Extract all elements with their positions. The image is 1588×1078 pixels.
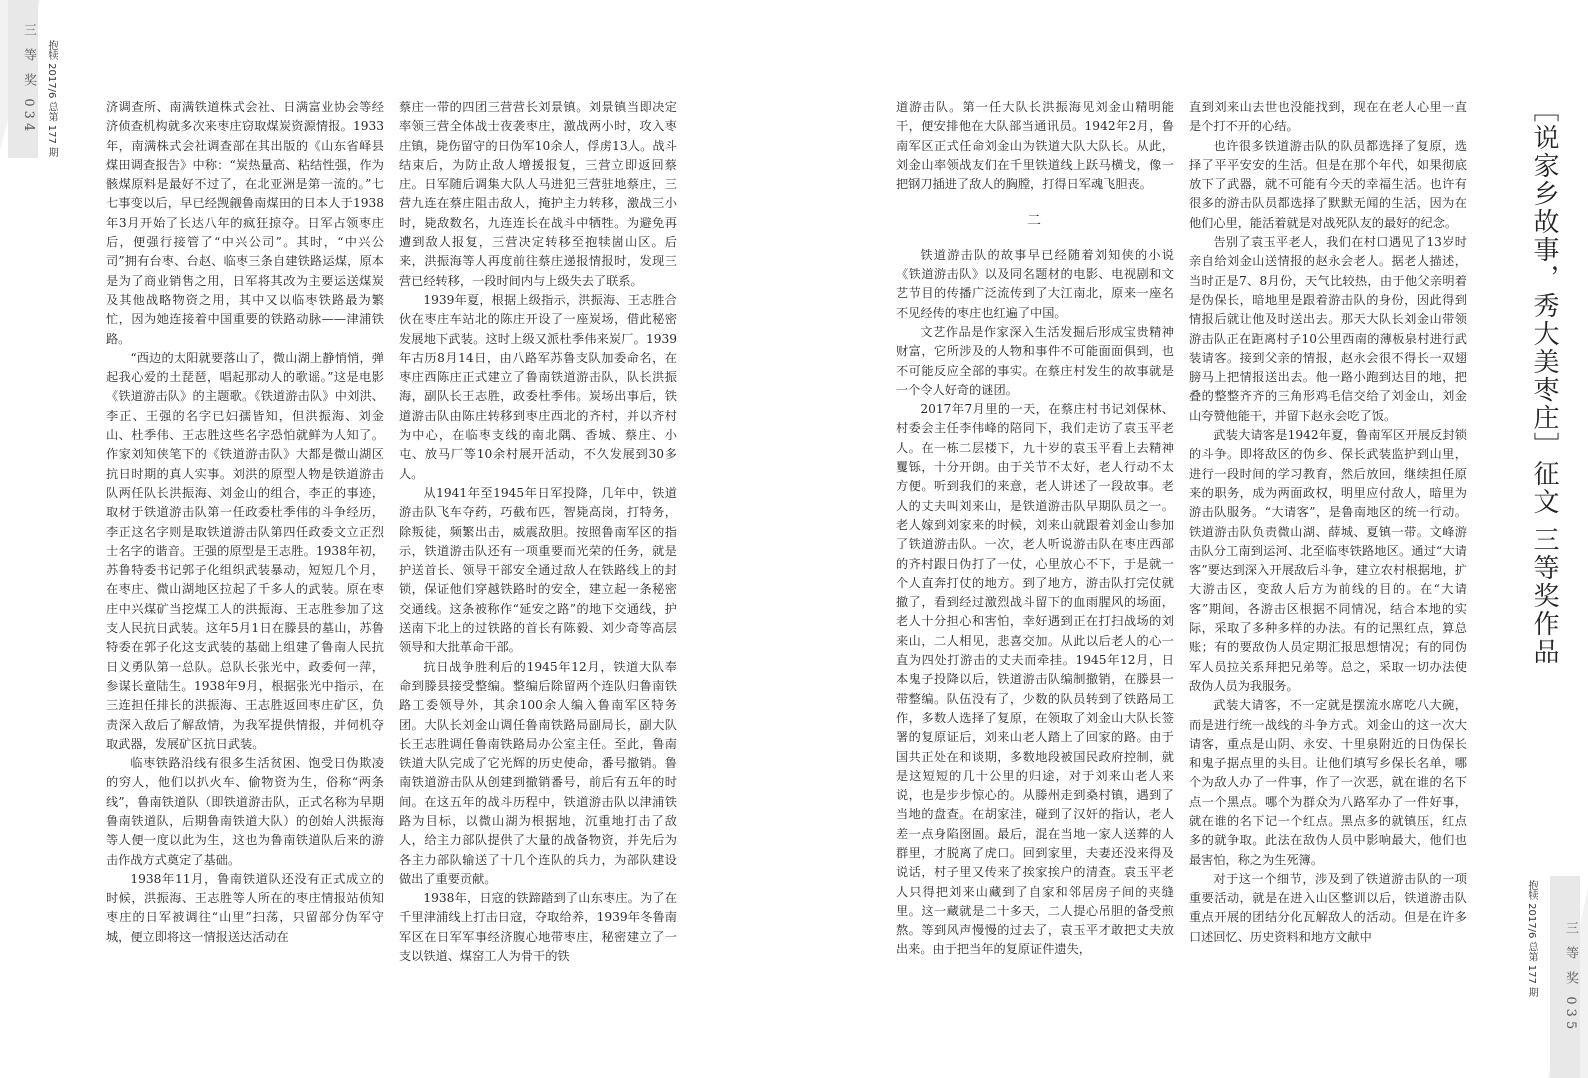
paragraph: 济调查所、南满铁道株式会社、日满富业协会等经济侦查机构就多次来枣庄窃取煤炭资源情报。1933年，南满株式会社调查部在其出版的《山东省峄县煤田调查报告》中称：“炭热量高、粘结性强，作为骸煤原料是最好不过了，在北亚洲是第一流的。”七七事变以后，早已经觊觎鲁南煤田的日本人于1938年3月开始了长达八年的疯狂掠夺。日军占领枣庄后，便强行接管了“中兴公司”。其时，“中兴公司”拥有台枣、台赵、临枣三条自建铁路运煤，原本是为了商业销售之用，日军将其改为主要运送煤炭及其他战略物资之用，其中又以临枣铁路最为繁忙，因为她连接着中国重要的铁路动脉——津浦铁路。: [106, 100, 384, 346]
paragraph: 1939年夏，根据上级指示，洪振海、王志胜合伙在枣庄车站北的陈庄开设了一座炭场，借此秘密发展地下武装。这时上级又派杜季伟来炭厂。1939年古历8月14日，由八路军苏鲁支队加委命名，在枣庄西陈庄正式建立了鲁南铁道游击队，队长洪振海，副队长王志胜，政委杜季伟。炭场出事后，铁道游击队由陈庄转移到枣庄西北的齐村，并以齐村为中心，在临枣支线的南北隅、香城、蔡庄、小屯、放马厂等10余村展开活动，不久发展到30多人。: [399, 292, 677, 481]
paragraph: 临枣铁路沿线有很多生活贫困、饱受日伪欺凌的穷人，他们以扒火车、偷物资为生，俗称“两条线”，鲁南铁道队（即铁道游击队，正式名称为早期鲁南铁道队，后期鲁南铁道大队）的创始人洪振海等人便一度以此为生，这也为鲁南铁道队后来的游击作战方式奠定了基础。: [106, 756, 384, 867]
paragraph: 武装大请客，不一定就是摆流水席吃八大碗，而是进行统一战线的斗争方式。刘金山的这一次大请客，重点是山阴、永安、十里泉附近的日伪保长和鬼子据点里的头目。让他们填写乡保长名单，哪个为敌人办了一件事，作了一次恶，就在谁的名下点一个黑点。哪个为群众为八路军办了一件好事，就在谁的名下记一个红点。黑点多的就镇压，红点多的就争取。此法在敌伪人员中影响最大，他们也最害怕，称之为生死簿。: [1189, 698, 1467, 867]
paragraph: 文艺作品是作家深入生活发掘后形成宝贵精神财富，它所涉及的人物和事件不可能面面俱到，也不可能反应全部的事实。在蔡庄村发生的故事就是一个令人好奇的谜团。: [896, 324, 1174, 397]
paragraph: 铁道游击队的故事早已经随着刘知侠的小说《铁道游击队》以及同名题材的电影、电视剧和文艺节目的传播广泛流传到了大江南北，原来一座名不见经传的枣庄也红遍了中国。: [896, 247, 1174, 320]
issue-info: 抱犊 2017/6 总第 177 期: [1526, 880, 1537, 997]
corner-page-tab: 三 等 奖 034: [8, 0, 38, 158]
text-column: [896, 98, 1174, 1058]
paragraph: 2017年7月里的一天，在蔡庄村书记刘保林、村委会主任李伟峰的陪同下，我们走访了袁玉平老人。在一栋二层楼下，九十岁的袁玉平看上去精神矍铄，十分开朗。由于关节不太好，老人行动不太方便。听到我们的来意，老人讲述了一段故事。老人的丈夫叫刘来山，是铁道游击队早期队员之一。老人嫁到刘家来的时候，刘来山就跟着刘金山参加了铁道游击队。一次，老人听说游击队在枣庄西部的齐村跟日伪打了一仗，心里放心不下，于是就一个人直奔打仗的地方。到了地方，游击队打完仗就撤了，看到经过激烈战斗留下的血雨腥风的场面，老人十分担心和害怕，幸好遇到正在打扫战场的刘来山，二人相见，悲喜交加。从此以后老人的心一直为四处打游击的丈夫而牵挂。1945年12月，日本鬼子投降以后，铁道游击队编制撤销，在滕县一带整编。队伍没有了，少数的队员转到了铁路局工作，多数人选择了复原，在领取了刘金山大队长签署的复原证后，刘来山老人踏上了回家的路。由于国共正处在和谈期，多数地段被国民政府控制，就是这短短的几十公里的归途，对于刘来山老人来说，也是步步惊心的。从滕州走到桑村镇，遇到了当地的盘查。在胡家洼，碰到了汉奸的指认，老人差一点身陷囹圄。最后，混在当地一家人送葬的人群里，才脱离了虎口。回到家里，夫妻还没来得及说话，村子里又传来了挨家挨户的清查。袁玉平老人只得把刘来山藏到了自家和邻居房子间的夹缝里。这一藏就是二十多天，二人提心吊胆的备受煎熬。等到风声慢慢的过去了，袁玉平才敢把丈夫放出来。由于把当年的复原证件遗失，: [896, 402, 1174, 957]
paragraph: 从1941年至1945年日军投降，几年中，铁道游击队飞车夺药，巧截布匹，智毙高岗，打特务，除叛徒，频繁出击，威震敌胆。按照鲁南军区的指示，铁道游击队还有一项重要而光荣的任务，就是护送首长、领导干部安全通过敌人在铁路线上的封锁，保证他们穿越铁路时的安全，建立起一条秘密交通线。这条被称作“延安之路”的地下交通线，护送南下北上的过铁路的首长有陈毅、刘少奇等高层领导和大批革命干部。: [399, 485, 677, 655]
paragraph: 对于这一个细节，涉及到了铁道游击队的一项重要活动，就是在进入山区整训以后，铁道游击队重点开展的团结分化瓦解敌人的活动。但是在许多口述回忆、历史资料和地方文献中: [1189, 871, 1467, 944]
contest-banner: ［说家乡故事，秀大美枣庄］征文 三等奖作品: [1529, 96, 1559, 667]
column-group: [896, 98, 1174, 194]
paragraph: 告别了袁玉平老人，我们在村口遇见了13岁时亲自给刘金山送情报的赵永会老人。据老人描述，当时正是7、8月份，天气比较热，由于他父亲明着是伪保长，暗地里是跟着游击队的身份，因此得到情报后就让他及时送出去。那天大队长刘金山带领游击队正在距离村子10公里西南的薄板泉村进行武装请客。接到父亲的情报，赵永会很不得长一双翅膀马上把情报送出去。他一路小跑到达目的地，把叠的整整齐齐的三角形鸡毛信交给了刘金山，刘金山夸赞他能干，并留下赵永会吃了饭。: [1189, 235, 1467, 423]
paragraph: “西边的太阳就要落山了，微山湖上静悄悄，弹起我心爱的土琵琶，唱起那动人的歌谣。”这是电影《铁道游击队》的主题歌。《铁道游击队》中刘洪、李正、王强的名字已妇孺皆知，但洪振海、刘金山、杜季伟、王志胜这些名字恐怕就鲜为人知了。作家刘知侠笔下的《铁道游击队》大都是微山湖区抗日时期的真人实事。刘洪的原型人物是铁道游击队两任队长洪振海、刘金山的组合，李正的事迹，取材于铁道游击队第一任政委杜季伟的斗争经历，李正这名字则是取铁道游击队第四任政委文立正烈士名字的谐音。王强的原型是王志胜。1938年初，苏鲁特委书记郭子化组织武装暴动，短短几个月，在枣庄、微山湖地区拉起了千多人的武装。原在枣庄中兴煤矿当挖煤工人的洪振海、王志胜参加了这支人民抗日武装。这年5月1日在滕县的墓山，苏鲁特委在郭子化这支武装的基础上组建了鲁南人民抗日义勇队第一总队。总队长张光中，政委何一萍，参谋长童陆生。1938年9月，根据张光中指示，在三连担任排长的洪振海、王志胜返回枣庄矿区，负责深入敌后了解敌情，为我军提供情报，并伺机夺取武器，发展矿区抗日武装。: [106, 350, 384, 751]
paragraph: 道游击队。第一任大队长洪振海见刘金山精明能干，便安排他在大队部当通讯员。1942年2月，鲁南军区正式任命刘金山为铁道大队大队长。从此，刘金山率领战友们在千里铁道线上跃马横戈，像一把钢刀插进了敌人的胸膛，打得日军魂飞胆丧。: [896, 100, 1174, 192]
paragraph: 1938年，日寇的铁蹄踏到了山东枣庄。为了在千里津浦线上打击日寇，夺取给养，1939年冬鲁南军区在日军军事经济腹心地带枣庄，秘密建立了一支以铁道、煤窑工人为骨干的铁: [399, 891, 677, 964]
issue-info: 抱犊 2017/6 总第 177 期: [46, 40, 57, 157]
text-column: [1189, 98, 1467, 1058]
section-number: 二: [1027, 213, 1043, 230]
paragraph: 1938年11月，鲁南铁道队还没有正式成立的时候，洪振海、王志胜等人所在的枣庄情报站侦知枣庄的日军被调往“山里”扫荡，只留部分伪军守城，便立即将这一情报送达活动在: [106, 871, 384, 944]
paragraph: 直到刘来山去世也没能找到，现在在老人心里一直是个打不开的心结。: [1189, 100, 1467, 134]
paragraph: 武装大请客是1942年夏，鲁南军区开展反封锁的斗争。即将敌区的伪乡、保长武装监护到山里，进行一段时间的学习教育，然后放回，继续担任原来的职务，成为两面政权，明里应付敌人，暗里为游击队服务。“大请客”，是鲁南地区的统一行动。铁道游击队负责微山湖、薛城、夏镇一带。文峰游击队分工南到运河、北至临枣铁路地区。通过“大请客”要达到深入开展敌后斗争，建立农村根据地，扩大游击区，变敌人后方为前线的目的。在“大请客”期间，各游击区根据不同情况，结合本地的实际，采取了多种多样的办法。有的记黑红点，算总账；有的要敌伪人员定期汇报思想情况；有的同伪军人员拉关系拜把兄弟等。总之，采取一切办法使敌伪人员为我服务。: [1189, 428, 1467, 693]
paragraph: 蔡庄一带的四团三营营长刘景镇。刘景镇当即决定率领三营全体战士夜袭枣庄，激战两小时，攻入枣庄镇，毙伤留守的日伪军10余人，俘虏13人。战斗结束后，为防止敌人增援报复，三营立即返回蔡庄。日军随后调集大队人马进犯三营驻地蔡庄，三营九连在蔡庄阻击敌人，掩护主力转移，激战三小时，毙敌数名，九连连长在战斗中牺牲。为避免再遭到敌人报复，三营决定转移至抱犊崮山区。后来，洪振海等人再度前往蔡庄递报情报时，发现三营已经转移，一段时间内与上级失去了联系。: [399, 100, 677, 288]
text-column: [399, 98, 677, 1058]
column-group: [896, 246, 1174, 960]
corner-page-tab: 三 等 奖 035: [1550, 876, 1580, 1078]
right-page: [794, 0, 1588, 1078]
paragraph: 也许很多铁道游击队的队员都选择了复原，选择了平平安安的生活。但是在那个年代，如果彻底放下了武器，就不可能有今天的幸福生活。也许有很多的游击队员都选择了默默无闻的生活，因为在他们心里，能活着就是对战死队友的最好的纪念。: [1189, 138, 1467, 230]
text-column: [106, 98, 384, 1058]
paragraph: 抗日战争胜利后的1945年12月，铁道大队奉命到滕县接受整编。整编后除留两个连队归鲁南铁路工委领导外，其余100余人编入鲁南军区特务团。大队长刘金山调任鲁南铁路局副局长，副大队长王志胜调任鲁南铁路局办公室主任。至此，鲁南铁道大队完成了它光辉的历史使命，番号撤销。鲁南铁道游击队从创建到撤销番号，前后有五年的时间。在这五年的战斗历程中，铁道游击队以津浦铁路为目标，以微山湖为根据地，沉重地打击了敌人，给主力部队提供了大量的战备物资，并先后为各主力部队输送了十几个连队的兵力，为部队建设做出了重要贡献。: [399, 659, 677, 886]
